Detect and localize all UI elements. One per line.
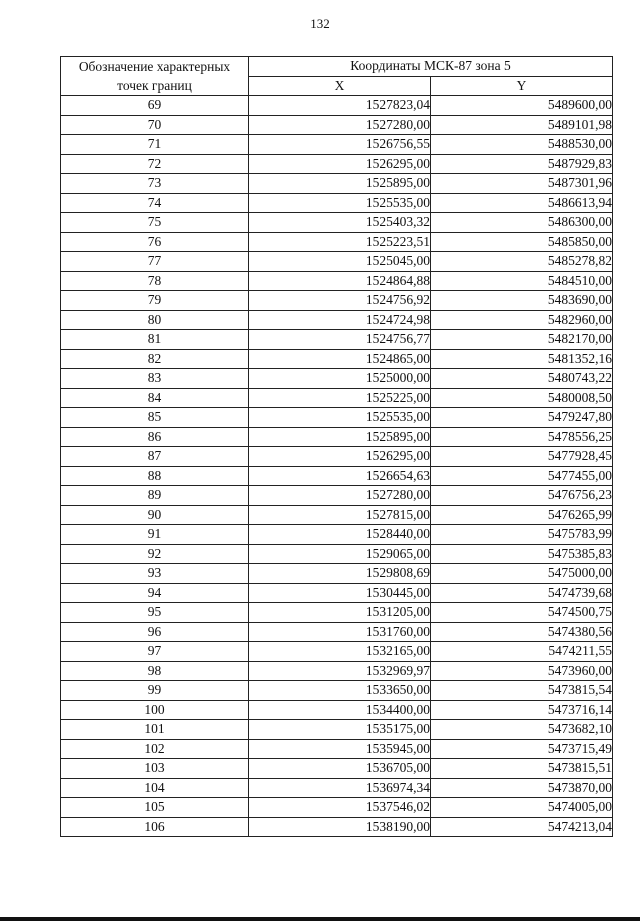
y-cell: 5486300,00 <box>431 213 613 233</box>
x-cell: 1525000,00 <box>249 369 431 389</box>
point-cell: 87 <box>61 447 249 467</box>
table-row <box>61 720 613 740</box>
x-cell: 1537546,02 <box>249 798 431 818</box>
y-cell: 5480743,22 <box>431 369 613 389</box>
x-cell: 1529808,69 <box>249 564 431 584</box>
y-cell: 5488530,00 <box>431 135 613 155</box>
x-cell: 1526654,63 <box>249 466 431 486</box>
y-cell: 5475000,00 <box>431 564 613 584</box>
table-row <box>61 700 613 720</box>
table-row <box>61 583 613 603</box>
x-cell: 1535945,00 <box>249 739 431 759</box>
x-cell: 1524724,98 <box>249 310 431 330</box>
table-row <box>61 798 613 818</box>
table-row <box>61 505 613 525</box>
y-cell: 5477928,45 <box>431 447 613 467</box>
x-cell: 1530445,00 <box>249 583 431 603</box>
point-cell: 72 <box>61 154 249 174</box>
x-cell: 1534400,00 <box>249 700 431 720</box>
y-cell: 5489600,00 <box>431 96 613 116</box>
point-cell: 74 <box>61 193 249 213</box>
table-header-row <box>61 57 613 77</box>
point-cell: 83 <box>61 369 249 389</box>
y-cell: 5474739,68 <box>431 583 613 603</box>
x-cell: 1525535,00 <box>249 193 431 213</box>
point-cell: 93 <box>61 564 249 584</box>
point-cell: 86 <box>61 427 249 447</box>
table-row <box>61 232 613 252</box>
header-point-designation <box>61 57 249 96</box>
x-cell: 1525895,00 <box>249 427 431 447</box>
point-cell: 85 <box>61 408 249 428</box>
x-cell: 1531760,00 <box>249 622 431 642</box>
y-cell: 5482170,00 <box>431 330 613 350</box>
x-cell: 1524865,00 <box>249 349 431 369</box>
x-cell: 1533650,00 <box>249 681 431 701</box>
table-row <box>61 681 613 701</box>
header-y: Y <box>431 76 613 96</box>
point-cell: 77 <box>61 252 249 272</box>
x-cell: 1527280,00 <box>249 115 431 135</box>
y-cell: 5480008,50 <box>431 388 613 408</box>
table-row <box>61 154 613 174</box>
point-cell: 79 <box>61 291 249 311</box>
x-cell: 1525403,32 <box>249 213 431 233</box>
y-cell: 5474213,04 <box>431 817 613 837</box>
point-cell: 80 <box>61 310 249 330</box>
point-cell: 102 <box>61 739 249 759</box>
y-cell: 5476756,23 <box>431 486 613 506</box>
x-cell: 1527280,00 <box>249 486 431 506</box>
table-row <box>61 739 613 759</box>
point-cell: 99 <box>61 681 249 701</box>
point-cell: 90 <box>61 505 249 525</box>
y-cell: 5474380,56 <box>431 622 613 642</box>
point-cell: 96 <box>61 622 249 642</box>
point-cell: 98 <box>61 661 249 681</box>
table-row <box>61 388 613 408</box>
x-cell: 1524756,92 <box>249 291 431 311</box>
table-row <box>61 193 613 213</box>
point-cell: 71 <box>61 135 249 155</box>
table-row <box>61 525 613 545</box>
point-cell: 97 <box>61 642 249 662</box>
x-cell: 1528440,00 <box>249 525 431 545</box>
y-cell: 5482960,00 <box>431 310 613 330</box>
table-row <box>61 622 613 642</box>
y-cell: 5473815,51 <box>431 759 613 779</box>
table-row <box>61 369 613 389</box>
x-cell: 1526756,55 <box>249 135 431 155</box>
x-cell: 1529065,00 <box>249 544 431 564</box>
x-cell: 1525225,00 <box>249 388 431 408</box>
x-cell: 1525895,00 <box>249 174 431 194</box>
table-row <box>61 213 613 233</box>
y-cell: 5485850,00 <box>431 232 613 252</box>
point-cell: 95 <box>61 603 249 623</box>
x-cell: 1524756,77 <box>249 330 431 350</box>
y-cell: 5474500,75 <box>431 603 613 623</box>
x-cell: 1536974,34 <box>249 778 431 798</box>
point-cell: 100 <box>61 700 249 720</box>
point-cell: 70 <box>61 115 249 135</box>
table-row <box>61 564 613 584</box>
table-row <box>61 778 613 798</box>
x-cell: 1536705,00 <box>249 759 431 779</box>
page-number: 132 <box>310 16 330 31</box>
y-cell: 5477455,00 <box>431 466 613 486</box>
point-cell: 88 <box>61 466 249 486</box>
point-cell: 106 <box>61 817 249 837</box>
point-cell: 78 <box>61 271 249 291</box>
table-row <box>61 174 613 194</box>
y-cell: 5473682,10 <box>431 720 613 740</box>
y-cell: 5473960,00 <box>431 661 613 681</box>
table-row <box>61 330 613 350</box>
coordinates-table <box>60 56 613 837</box>
y-cell: 5473815,54 <box>431 681 613 701</box>
y-cell: 5473870,00 <box>431 778 613 798</box>
y-cell: 5476265,99 <box>431 505 613 525</box>
y-cell: 5475385,83 <box>431 544 613 564</box>
y-cell: 5485278,82 <box>431 252 613 272</box>
point-cell: 81 <box>61 330 249 350</box>
page-edge <box>0 917 640 921</box>
x-cell: 1527823,04 <box>249 96 431 116</box>
table-row <box>61 135 613 155</box>
table-row <box>61 447 613 467</box>
x-cell: 1532165,00 <box>249 642 431 662</box>
point-cell: 76 <box>61 232 249 252</box>
point-cell: 103 <box>61 759 249 779</box>
point-cell: 105 <box>61 798 249 818</box>
table-row <box>61 291 613 311</box>
y-cell: 5478556,25 <box>431 427 613 447</box>
y-cell: 5483690,00 <box>431 291 613 311</box>
table-row <box>61 271 613 291</box>
x-cell: 1524864,88 <box>249 271 431 291</box>
y-cell: 5487929,83 <box>431 154 613 174</box>
y-cell: 5474211,55 <box>431 642 613 662</box>
y-cell: 5484510,00 <box>431 271 613 291</box>
table-row <box>61 603 613 623</box>
point-cell: 82 <box>61 349 249 369</box>
table-row <box>61 427 613 447</box>
table-row <box>61 759 613 779</box>
table-row <box>61 252 613 272</box>
y-cell: 5473716,14 <box>431 700 613 720</box>
x-cell: 1525045,00 <box>249 252 431 272</box>
header-coordinates: Координаты МСК-87 зона 5 <box>249 57 613 77</box>
point-cell: 94 <box>61 583 249 603</box>
table-row <box>61 115 613 135</box>
point-cell: 101 <box>61 720 249 740</box>
table-row <box>61 349 613 369</box>
point-cell: 73 <box>61 174 249 194</box>
point-cell: 89 <box>61 486 249 506</box>
x-cell: 1526295,00 <box>249 154 431 174</box>
y-cell: 5481352,16 <box>431 349 613 369</box>
y-cell: 5486613,94 <box>431 193 613 213</box>
header-point-line1: Обозначение характерных <box>78 59 231 74</box>
header-point-line2: точек границ <box>117 78 192 93</box>
table-body <box>61 96 613 837</box>
table-row <box>61 486 613 506</box>
y-cell: 5473715,49 <box>431 739 613 759</box>
x-cell: 1531205,00 <box>249 603 431 623</box>
point-cell: 92 <box>61 544 249 564</box>
y-cell: 5487301,96 <box>431 174 613 194</box>
x-cell: 1525535,00 <box>249 408 431 428</box>
table-row <box>61 466 613 486</box>
x-cell: 1535175,00 <box>249 720 431 740</box>
header-x: X <box>249 76 431 96</box>
x-cell: 1532969,97 <box>249 661 431 681</box>
point-cell: 84 <box>61 388 249 408</box>
x-cell: 1538190,00 <box>249 817 431 837</box>
y-cell: 5474005,00 <box>431 798 613 818</box>
y-cell: 5489101,98 <box>431 115 613 135</box>
table-row <box>61 642 613 662</box>
point-cell: 69 <box>61 96 249 116</box>
x-cell: 1525223,51 <box>249 232 431 252</box>
table-row <box>61 817 613 837</box>
table-row <box>61 408 613 428</box>
y-cell: 5475783,99 <box>431 525 613 545</box>
table-row <box>61 96 613 116</box>
y-cell: 5479247,80 <box>431 408 613 428</box>
x-cell: 1527815,00 <box>249 505 431 525</box>
point-cell: 104 <box>61 778 249 798</box>
table-row <box>61 310 613 330</box>
point-cell: 91 <box>61 525 249 545</box>
point-cell: 75 <box>61 213 249 233</box>
x-cell: 1526295,00 <box>249 447 431 467</box>
table-row <box>61 661 613 681</box>
table-row <box>61 544 613 564</box>
